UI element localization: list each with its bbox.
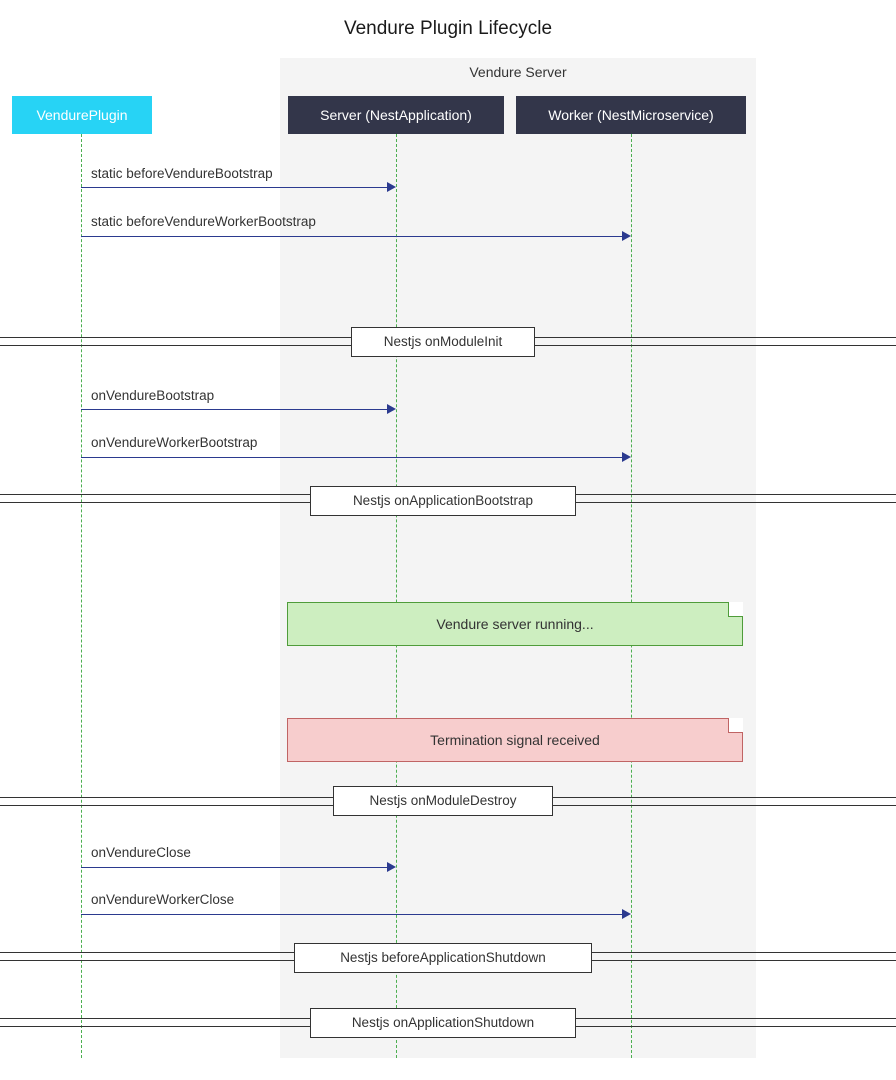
message-line-2: [81, 236, 623, 237]
diagram-title: Vendure Plugin Lifecycle: [343, 18, 553, 39]
lifeline-server: [396, 134, 397, 1058]
lifeline-worker: [631, 134, 632, 1058]
note-termination-signal-label: Termination signal received: [430, 732, 600, 748]
message-arrow-2: [622, 231, 631, 241]
note-fold-icon: [728, 602, 743, 617]
actor-vendure-plugin: VendurePlugin: [12, 96, 152, 134]
divider-label-3: Nestjs onModuleDestroy: [333, 786, 553, 816]
actor-server: Server (NestApplication): [288, 96, 504, 134]
divider-label-4: Nestjs beforeApplicationShutdown: [294, 943, 592, 973]
note-server-running-label: Vendure server running...: [436, 616, 594, 632]
message-label-3: onVendureBootstrap: [91, 388, 215, 403]
lifeline-vendure-plugin: [81, 134, 82, 1058]
message-arrow-4: [622, 452, 631, 462]
message-label-4: onVendureWorkerBootstrap: [91, 435, 258, 450]
message-line-1: [81, 187, 388, 188]
note-server-running: [287, 602, 743, 646]
note-fold-icon: [728, 718, 743, 733]
divider-label-2: Nestjs onApplicationBootstrap: [310, 486, 576, 516]
message-line-4: [81, 457, 623, 458]
group-box-vendure-server: [280, 58, 756, 1058]
actor-worker: Worker (NestMicroservice): [516, 96, 746, 134]
message-line-3: [81, 409, 388, 410]
divider-label-5: Nestjs onApplicationShutdown: [310, 1008, 576, 1038]
message-line-6: [81, 914, 623, 915]
message-arrow-1: [387, 182, 396, 192]
message-arrow-3: [387, 404, 396, 414]
message-label-2: static beforeVendureWorkerBootstrap: [91, 214, 316, 229]
message-arrow-5: [387, 862, 396, 872]
message-label-6: onVendureWorkerClose: [91, 892, 235, 907]
group-label-vendure-server: Vendure Server: [469, 64, 567, 80]
message-label-5: onVendureClose: [91, 845, 191, 860]
message-arrow-6: [622, 909, 631, 919]
note-termination-signal: [287, 718, 743, 762]
message-label-1: static beforeVendureBootstrap: [91, 166, 273, 181]
divider-label-1: Nestjs onModuleInit: [351, 327, 535, 357]
message-line-5: [81, 867, 388, 868]
